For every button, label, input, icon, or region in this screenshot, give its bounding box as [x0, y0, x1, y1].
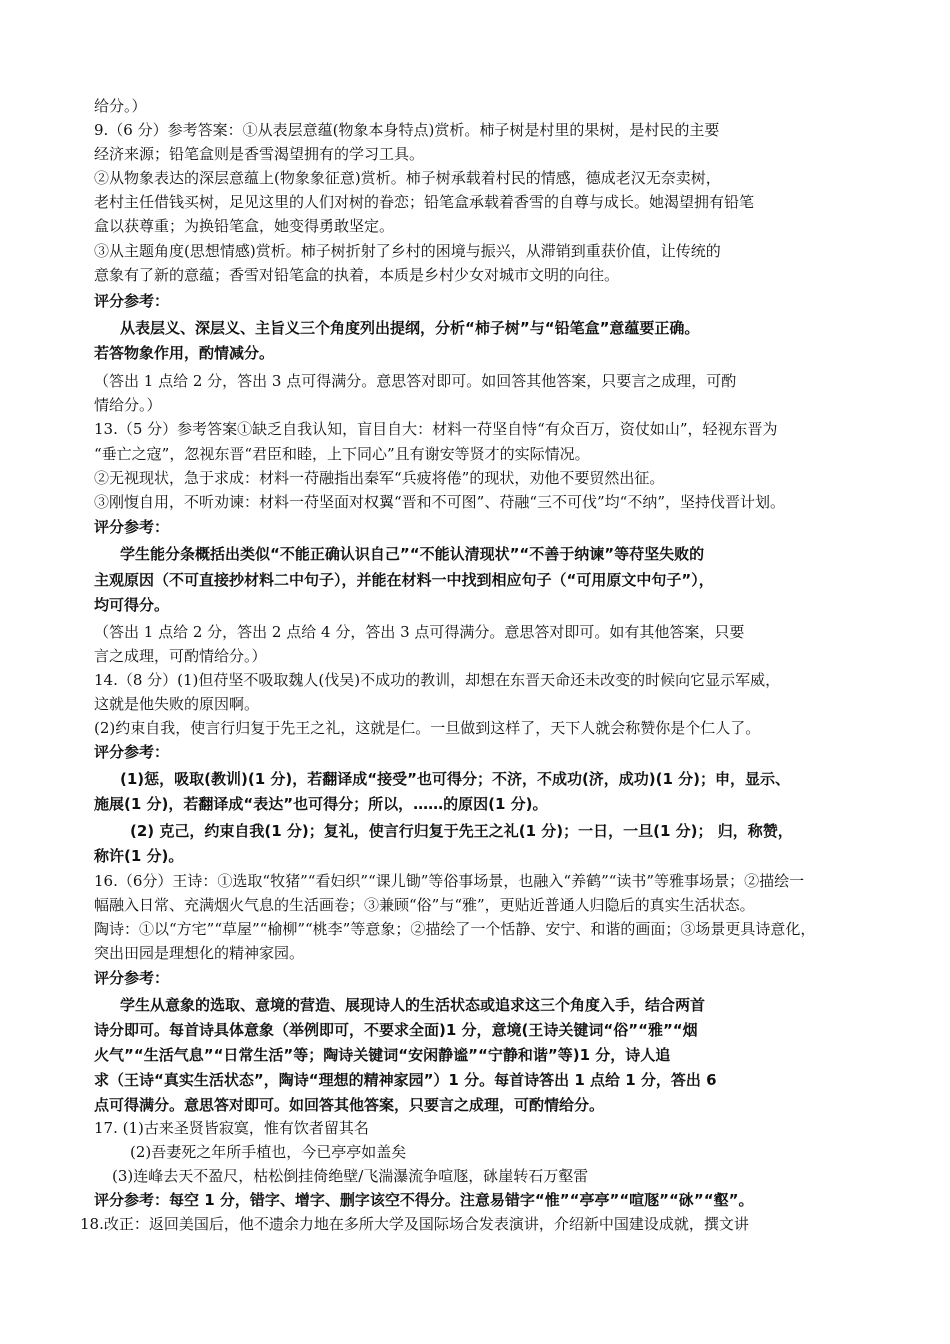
scoring-text: (2) 克己，约束自我(1 分)；复礼，使言行归复于先王之礼(1 分)；一日，一旦(1 分)； 归，称赞， — [130, 822, 793, 840]
scoring-text: 主观原因（不可直接抄材料二中句子），并能在材料一中找到相应句子（“可用原文中句子”）， — [94, 571, 714, 589]
text-line: 17. (1)古来圣贤皆寂寞，惟有饮者留其名 — [94, 1119, 369, 1137]
text-line: ②无视现状，急于求成：材料一苻融指出秦军“兵疲将倦”的现状，劝他不要贸然出征。 — [94, 469, 665, 487]
text-line: 老村主任借钱买树，足见这里的人们对树的眷恋；铅笔盒承载着香雪的自尊与成长。她渴望拥有铅笔 — [94, 193, 755, 211]
text-line: 经济来源；铅笔盒则是香雪渴望拥有的学习工具。 — [94, 145, 425, 163]
text-line: 幅融入日常、充满烟火气息的生活画卷；③兼顾“俗”与“雅”，更贴近普通人归隐后的真实生活状态。 — [94, 896, 755, 914]
text-line: (3)连峰去天不盈尺，枯松倒挂倚绝壁/飞湍瀑流争喧豗，砯崖转石万壑雷 — [112, 1167, 589, 1185]
scoring-heading: 评分参考： — [94, 743, 170, 761]
text-line: 言之成理，可酌情给分。） — [94, 647, 267, 665]
text-line: ③刚愎自用，不听劝谏：材料一苻坚面对权翼“晋和不可图”、苻融“三不可伐”均“不纳”，坚持伐晋计划。 — [94, 493, 786, 511]
text-line: ③从主题角度(思想情感)赏析。柿子树折射了乡村的困境与振兴，从滞销到重获价值，让传统的 — [94, 242, 721, 260]
text-line: 陶诗：①以“方宅”“草屋”“榆柳”“桃李”等意象；②描绘了一个恬静、安宁、和谐的画面；③场景更具诗意化， — [94, 920, 816, 938]
text-line: 18.改正：返回美国后，他不遗余力地在多所大学及国际场合发表演讲，介绍新中国建设成就，撰文讲 — [80, 1215, 749, 1233]
text-line: 突出田园是理想化的精神家园。 — [94, 944, 305, 962]
text-line: 这就是他失败的原因啊。 — [94, 695, 260, 713]
text-line: 给分。） — [94, 97, 147, 115]
text-line: (2)约束自我，使言行归复于先王之礼，这就是仁。一旦做到这样了，天下人就会称赞你是个仁人了。 — [94, 719, 761, 737]
scoring-text: 火气”“生活气息”“日常生活”等；陶诗关键词“安闲静谧”“宁静和谐”等)1 分，诗人追 — [94, 1046, 671, 1064]
text-line: （答出 1 点给 2 分，答出 3 点可得满分。意思答对即可。如回答其他答案，只要言之成理，可酌 — [94, 372, 737, 390]
scoring-text: 从表层义、深层义、主旨义三个角度列出提纲，分析“柿子树”与“铅笔盒”意蕴要正确。 — [120, 319, 700, 337]
scoring-text: 求（王诗“真实生活状态”，陶诗“理想的精神家园”）1 分。每首诗答出 1 点给 1 分，答出 6 — [94, 1071, 717, 1089]
text-line: “垂亡之寇”，忽视东晋“君臣和睦，上下同心”且有谢安等贤才的实际情况。 — [94, 445, 590, 463]
text-line: 14.（8 分）(1)但苻坚不吸取魏人(伐吴)不成功的教训，却想在东晋天命还未改变的时候向它显示军威， — [94, 671, 781, 689]
text-line: (2)吾妻死之年所手植也，今已亭亭如盖矣 — [130, 1143, 407, 1161]
scoring-text: 均可得分。 — [94, 596, 170, 614]
scoring-text: 若答物象作用，酌情减分。 — [94, 344, 275, 362]
scoring-text: 诗分即可。每首诗具体意象（举例即可，不要求全面)1 分，意境(王诗关键词“俗”“雅”“烟 — [94, 1021, 698, 1039]
scoring-heading: 评分参考： — [94, 518, 170, 536]
text-line: （答出 1 点给 2 分，答出 2 点给 4 分，答出 3 点可得满分。意思答对即可。如有其他答案，只要 — [94, 623, 745, 641]
scoring-text: 称许(1 分)。 — [94, 847, 184, 865]
scoring-heading: 评分参考： — [94, 969, 170, 987]
scoring-text: 评分参考：每空 1 分，错字、增字、删字该空不得分。注意易错字“惟”“亭亭”“喧豗”“砯”“壑”。 — [94, 1191, 754, 1209]
scoring-heading: 评分参考： — [94, 292, 170, 310]
text-line: ②从物象表达的深层意蕴上(物象象征意)赏析。柿子树承载着村民的情感，德成老汉无奈卖树， — [94, 169, 721, 187]
text-line: 情给分。） — [94, 396, 162, 414]
scoring-text: (1)惩，吸取(教训)(1 分)，若翻译成“接受”也可得分；不济，不成功(济，成功)(1 分)；申，显示、 — [120, 770, 791, 788]
text-line: 盒以获尊重；为换铅笔盒，她变得勇敢坚定。 — [94, 217, 395, 235]
scoring-text: 学生从意象的选取、意境的营造、展现诗人的生活状态或追求这三个角度入手，结合两首 — [120, 996, 706, 1014]
scoring-text: 学生能分条概括出类似“不能正确认识自己”“不能认清现状”“不善于纳谏”等苻坚失败的 — [120, 545, 705, 563]
text-line: 意象有了新的意蕴；香雪对铅笔盒的执着，本质是乡村少女对城市文明的向往。 — [94, 266, 620, 284]
text-line: 16.（6分）王诗：①选取“牧猪”“看妇织”“课儿锄”等俗事场景，也融入“养鹤”“读书”等雅事场景；②描绘一 — [94, 872, 805, 890]
text-line: 13.（5 分）参考答案①缺乏自我认知，盲目自大：材料一苻坚自恃“有众百万，资仗如山”，轻视东晋为 — [94, 420, 778, 438]
text-line: 9.（6 分）参考答案：①从表层意蕴(物象本身特点)赏析。柿子树是村里的果树，是村民的主要 — [94, 121, 720, 139]
scoring-text: 施展(1 分)，若翻译成“表达”也可得分；所以，……的原因(1 分)。 — [94, 795, 548, 813]
scoring-text: 点可得满分。意思答对即可。如回答其他答案，只要言之成理，可酌情给分。 — [94, 1096, 605, 1114]
